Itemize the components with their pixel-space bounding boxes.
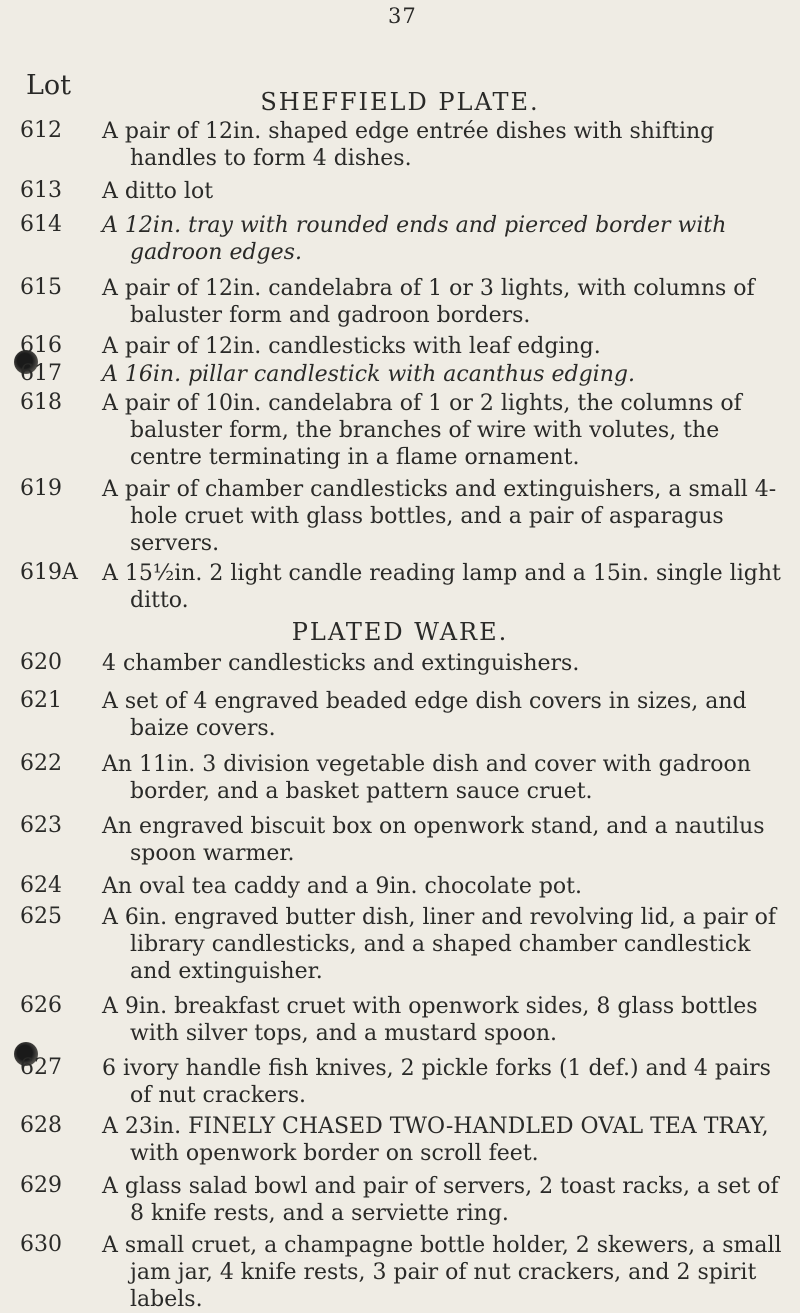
lot-number: 614 [20, 212, 62, 237]
lot-number: 618 [20, 390, 62, 415]
lot-number: 619 [20, 476, 62, 501]
lot-number: 616 [20, 333, 62, 358]
section-heading-sheffield-plate: SHEFFIELD PLATE. [260, 88, 540, 116]
page-number: 37 [388, 4, 417, 28]
lot-description: An engraved biscuit box on openwork stand, and a nautilus spoon warmer. [102, 814, 765, 866]
lot-description: A small cruet, a champagne bottle holder, 2 skewers, a small jam jar, 4 knife rests, 3 pair of nut crackers, and 2 spirit labels. [102, 1233, 782, 1312]
lot-column-header: Lot [26, 70, 72, 101]
lot-number: 630 [20, 1232, 62, 1257]
lot-number: 626 [20, 993, 62, 1018]
lot-number: 625 [20, 904, 62, 929]
lot-number: 619A [20, 560, 78, 585]
lot-number: 613 [20, 178, 62, 203]
lot-description: 4 chamber candlesticks and extinguishers. [102, 651, 580, 676]
lot-number: 621 [20, 688, 62, 713]
lot-description: A ditto lot [102, 179, 214, 204]
lot-description: A pair of 12in. shaped edge entrée dishes with shifting handles to form 4 dishes. [102, 119, 715, 171]
lot-number: 612 [20, 118, 62, 143]
lot-description: An oval tea caddy and a 9in. chocolate pot. [102, 874, 582, 899]
lot-description: A pair of 12in. candelabra of 1 or 3 lights, with columns of baluster form and gadroon borders. [102, 276, 755, 328]
lot-description: A set of 4 engraved beaded edge dish covers in sizes, and baize covers. [102, 689, 747, 741]
lot-description: An 11in. 3 division vegetable dish and cover with gadroon border, and a basket pattern sauce cruet. [102, 752, 751, 804]
lot-number: 628 [20, 1113, 62, 1138]
section-heading-plated-ware: PLATED WARE. [291, 618, 509, 646]
lot-number: 615 [20, 275, 62, 300]
lot-number: 620 [20, 650, 62, 675]
lot-number: 622 [20, 751, 62, 776]
lot-number: 624 [20, 873, 62, 898]
lot-number: 629 [20, 1173, 62, 1198]
lot-description: A pair of chamber candlesticks and extinguishers, a small 4-hole cruet with glass bottles, and a pair of asparagus servers. [102, 477, 777, 556]
lot-description: A 16in. pillar candlestick with acanthus edging. [102, 362, 635, 387]
lot-number: 617 [20, 361, 62, 386]
lot-description: A glass salad bowl and pair of servers, 2 toast racks, a set of 8 knife rests, and a serviette ring. [102, 1174, 779, 1226]
lot-number: 623 [20, 813, 62, 838]
lot-description: A 9in. breakfast cruet with openwork sides, 8 glass bottles with silver tops, and a mustard spoon. [102, 994, 758, 1046]
lot-description: A 6in. engraved butter dish, liner and revolving lid, a pair of library candlesticks, and a shaped chamber candlestick and extinguisher. [102, 905, 776, 984]
lot-description: A 23in. FINELY CHASED TWO-HANDLED OVAL TEA TRAY, with openwork border on scroll feet. [102, 1114, 769, 1166]
lot-description: A pair of 12in. candlesticks with leaf edging. [102, 334, 601, 359]
lot-description: 6 ivory handle fish knives, 2 pickle forks (1 def.) and 4 pairs of nut crackers. [102, 1056, 771, 1108]
lot-description: A 12in. tray with rounded ends and pierced border with gadroon edges. [102, 213, 727, 265]
lot-number: 627 [20, 1055, 62, 1080]
lot-description: A pair of 10in. candelabra of 1 or 2 lights, the columns of baluster form, the branches of wire with volutes, the centre terminating in a flame ornament. [102, 391, 742, 470]
lot-description: A 15½in. 2 light candle reading lamp and a 15in. single light ditto. [102, 561, 781, 613]
